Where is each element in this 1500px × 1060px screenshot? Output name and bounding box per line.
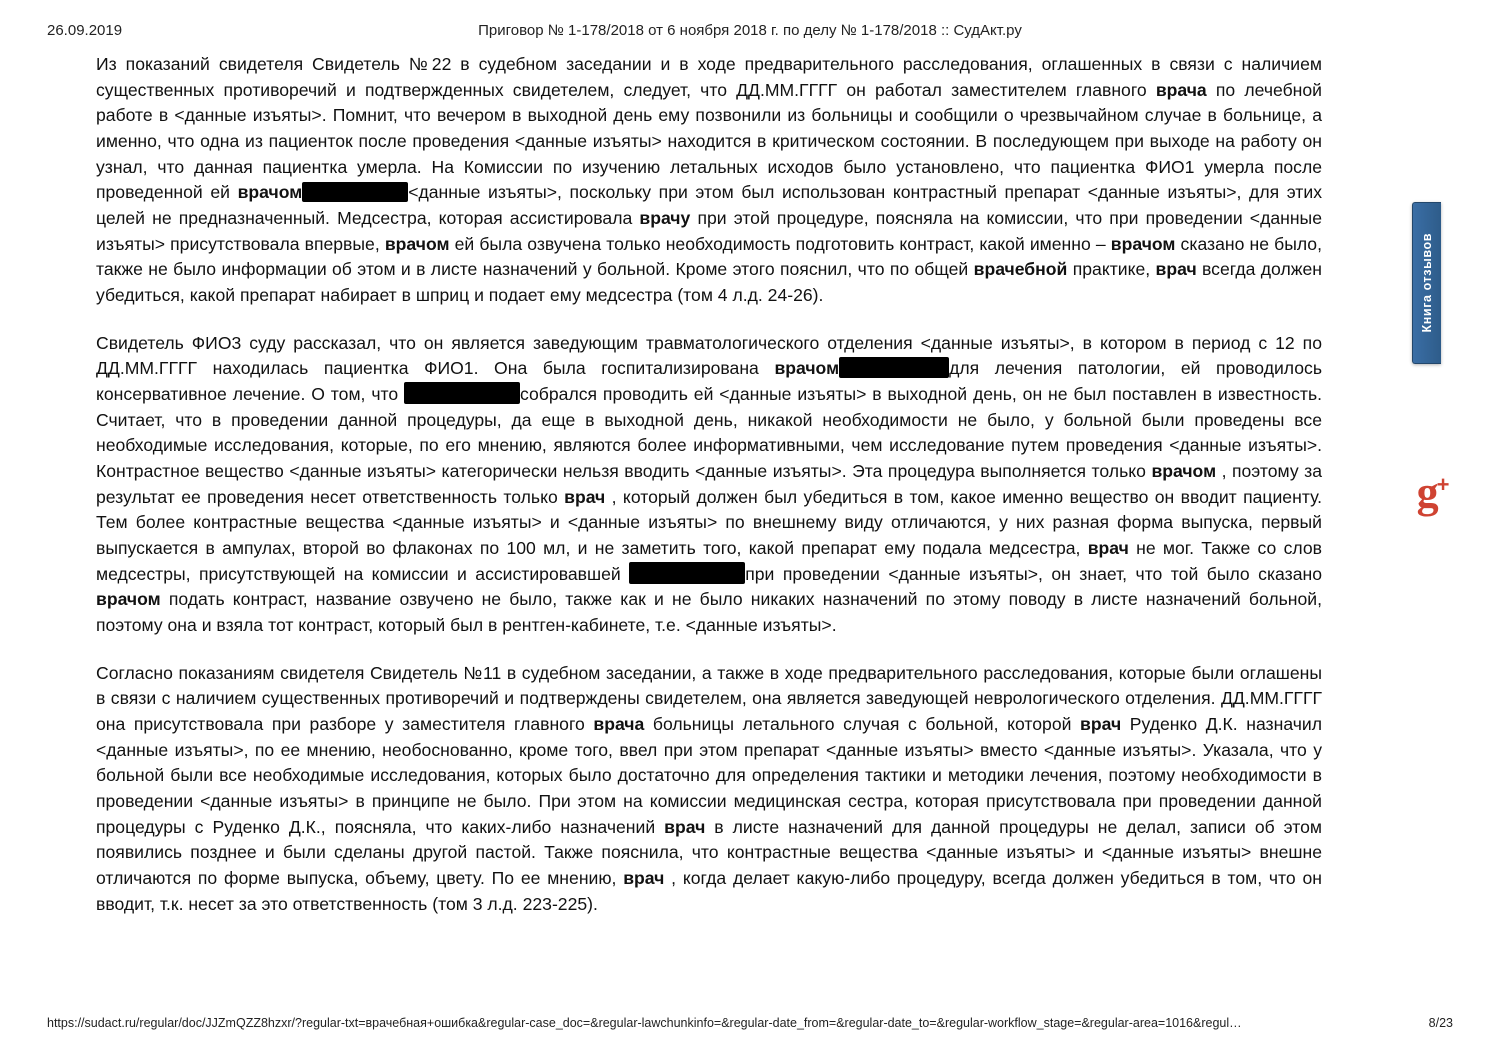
paragraph: Из показаний свидетеля Свидетель №22 в судебном заседании и в ходе предварительного расследования, оглашенных в связи с наличием существенных противоречий и подтвержденных свидетелем, следует, что ДД.ММ.ГГГГ он работал заместителем главного врача по лечебной работе в <данные изъяты>. Помнит, что вечером в выходной день ему позвонили из больницы и сообщили о чрезвычайном случае в больнице, а именно, что одна из пациенток после проведения <данные изъяты> находится в критическом состоянии. В последующем при выходе на работу он узнал, что данная пациентка умерла. На Комиссии по изучению летальных исходов было установлено, что пациентка ФИО1 умерла после проведенной ей врачом <данные изъяты>, поскольку при этом был использован контрастный препарат <данные изъяты>, для этих целей не предназначенный. Медсестра, которая ассистировала врачу при этой процедуре, поясняла на комиссии, что при проведении <данные изъяты> присутствовала впервые, врачом ей была озвучена только необходимость подготовить контраст, какой именно – врачом сказано не было, также не было информации об этом и в листе назначений у больной. Кроме этого пояснил, что по общей врачебной практике, врач всегда должен убедиться, какой препарат набирает в шприц и подает ему медсестра (том 4 л.д. 24-26). [96,54,1322,306]
footer-page-number: 8/23 [1428,1016,1453,1030]
emphasized-term: врачебной [973,259,1068,280]
emphasized-term: врач [1155,259,1197,280]
page-footer [0,1016,1500,1036]
emphasized-term: врачу [639,208,691,229]
redaction-bar [404,382,520,404]
redaction-bar [302,182,408,202]
page-header [0,22,1500,40]
emphasized-term: врач [1080,714,1122,735]
redaction-bar [629,562,745,584]
emphasized-term: врач [564,486,606,507]
header-date: 26.09.2019 [47,22,123,39]
emphasized-term: врач [1087,538,1129,559]
google-plus-g-letter: g [1416,468,1439,517]
emphasized-term: врачом [1151,461,1217,482]
paragraph: Свидетель ФИО3 суду рассказал, что он является заведующим травматологического отделения <данные изъяты>, в котором в период с 12 по ДД.ММ.ГГГГ находилась пациентка ФИО1. Она была госпитализирована врачом для лечения патологии, ей проводилось консервативное лечение. О том, что собрался проводить ей <данные изъяты> в выходной день, он не был поставлен в известность. Считает, что в проведении данной процедуры, да еще в выходной день, никакой необходимости не было, у больной были проведены все необходимые исследования, которые, по его мнению, являются более информативными, чем исследование путем проведения <данные изъяты>. Контрастное вещество <данные изъяты> категорически нельзя вводить <данные изъяты>. Эта процедура выполняется только врачом , поэтому за результат ее проведения несет ответственность только врач , который должен был убедиться в том, какое именно вещество он вводит пациенту. Тем более контрастные вещества <данные изъяты> и <данные изъяты> по внешнему виду отличаются, у них разная форма выпуска, первый выпускается в ампулах, второй во флаконах по 100 мл, и не заметить того, какой препарат ему подала медсестра, врач не мог. Также со слов медсестры, присутствующей на комиссии и ассистировавшей при проведении <данные изъяты>, он знает, что той было сказано врачом подать контраст, название озвучено не было, также как и не было никаких назначений по этому поводу в листе назначений больной, поэтому она и взяла тот контраст, который был в рентген-кабинете, т.е. <данные изъяты>. [96,332,1323,636]
emphasized-term: врачом [237,182,303,203]
google-plus-plus-sign: + [1436,472,1450,497]
redaction-bar [839,357,949,378]
emphasized-term: врача [1155,79,1207,100]
document-text [96,52,1322,918]
header-title: Приговор № 1-178/2018 от 6 ноября 2018 г. по делу № 1-178/2018 :: СудАкт.ру [478,22,1022,39]
emphasized-term: врач [664,816,706,837]
emphasized-term: врачом [774,358,840,379]
footer-url[interactable]: https://sudact.ru/regular/doc/JJZmQZZ8hzxr/?regular-txt=врачебная+ошибка&regular-case_doc=&regular-lawchunkinfo=&regular-date_from=&regular-date_to=&regular-workflow_stage=&regular-area=1016&regul… [47,1016,1242,1030]
emphasized-term: врачом [96,589,161,610]
paragraph: Согласно показаниям свидетеля Свидетель №11 в судебном заседании, а также в ходе предварительного расследования, которые были оглашены в связи с наличием существенных противоречий и подтверждены свидетелем, она является заведующей неврологического отделения. ДД.ММ.ГГГГ она присутствовала при разборе у заместителя главного врача больницы летального случая с больной, которой врач Руденко Д.К. назначил <данные изъяты>, по ее мнению, необоснованно, кроме того, ввел при этом препарат <данные изъяты> вместо <данные изъяты>. Указала, что у больной были все необходимые исследования, которых было достаточно для определения тактики и методики лечения, поэтому необходимости в проведении <данные изъяты> в принципе не было. При этом на комиссии медицинская сестра, которая присутствовала при проведении данной процедуры с Руденко Д.К., поясняла, что каких-либо назначений врач в листе назначений для данной процедуры не делал, записи об этом появились позднее и были сделаны другой пастой. Также пояснила, что контрастные вещества <данные изъяты> и <данные изъяты> внешне отличаются по форме выпуска, объему, цвету. По ее мнению, врач , когда делает какую-либо процедуру, всегда должен убедиться в том, что он вводит, т.к. несет за это ответственность (том 3 л.д. 223-225). [96,662,1323,914]
emphasized-term: врача [593,714,645,735]
feedback-book-tab[interactable] [1412,202,1441,364]
google-plus-share-icon[interactable] [1410,470,1456,516]
emphasized-term: врачом [1110,233,1176,254]
emphasized-term: врач [623,868,665,889]
emphasized-term: врачом [384,233,450,254]
feedback-book-label: Книга отзывов [1420,233,1434,333]
